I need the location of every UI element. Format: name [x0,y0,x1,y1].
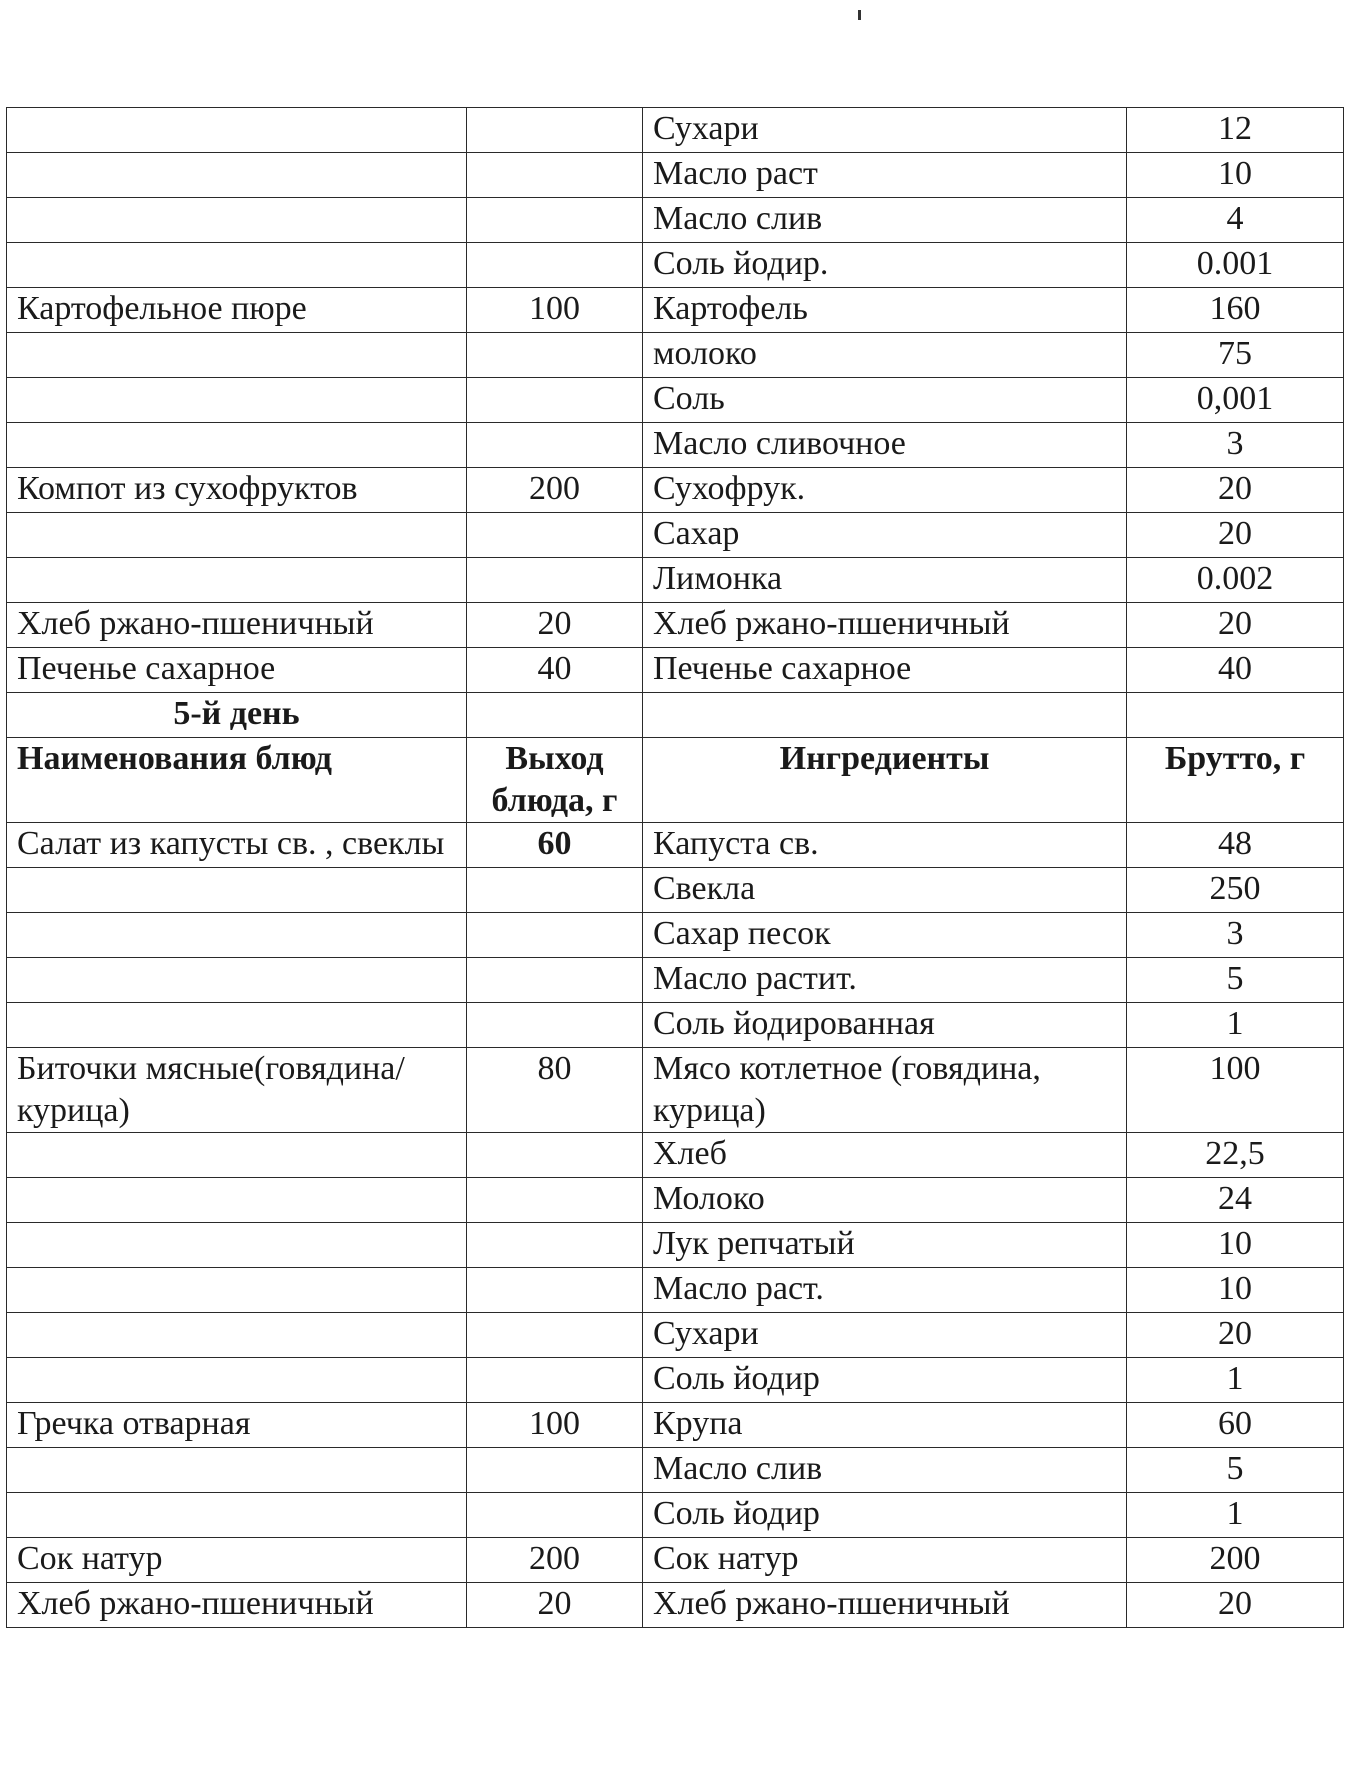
ingredient-cell: Сахар песок [643,913,1127,958]
dish-cell [7,423,467,468]
table-row [7,1448,1344,1493]
table-row [7,198,1344,243]
ingredient-cell: Молоко [643,1178,1127,1223]
dish-cell: Биточки мясные(говядина/курица) [7,1048,467,1133]
dish-cell [7,1268,467,1313]
output-cell [467,198,643,243]
dish-cell [7,198,467,243]
bitochki-section [7,1048,1344,1133]
brutto-cell: 22,5 [1127,1133,1344,1178]
day-title-row [7,693,1344,738]
output-cell [467,1358,643,1403]
dish-cell [7,958,467,1003]
output-cell [467,868,643,913]
output-cell [467,1003,643,1048]
table-row [7,648,1344,693]
brutto-cell: 10 [1127,1268,1344,1313]
output-cell [467,1493,643,1538]
table-row [7,153,1344,198]
day-title: 5-й день [7,693,467,738]
ingredient-cell: Капуста св. [643,823,1127,868]
ingredient-cell: Картофель [643,288,1127,333]
output-cell [467,558,643,603]
table-row [7,913,1344,958]
output-cell [467,153,643,198]
table-row [7,243,1344,288]
ingredient-cell: Лимонка [643,558,1127,603]
ingredient-cell: Масло раст. [643,1268,1127,1313]
day-title-empty-cell [467,693,643,738]
ingredient-cell: Масло растит. [643,958,1127,1003]
dish-cell [7,1358,467,1403]
table-row [7,1403,1344,1448]
brutto-cell: 3 [1127,913,1344,958]
table-row [7,1003,1344,1048]
output-cell [467,1133,643,1178]
header-dish: Наименования блюд [7,738,467,823]
brutto-cell: 1 [1127,1493,1344,1538]
menu-table [6,107,1344,1628]
output-cell: 40 [467,648,643,693]
ingredient-cell: Печенье сахарное [643,648,1127,693]
table-row [7,513,1344,558]
output-cell: 200 [467,1538,643,1583]
table-row [7,468,1344,513]
output-cell [467,378,643,423]
table-row [7,1178,1344,1223]
dish-cell [7,153,467,198]
ingredient-cell: Масло сливочное [643,423,1127,468]
dish-cell: Сок натур [7,1538,467,1583]
table-row [7,378,1344,423]
output-cell [467,913,643,958]
ingredient-cell: Масло слив [643,1448,1127,1493]
table-row [7,288,1344,333]
dish-cell: Гречка отварная [7,1403,467,1448]
table-row [7,1268,1344,1313]
brutto-cell: 20 [1127,1583,1344,1628]
output-cell: 200 [467,468,643,513]
output-cell [467,1268,643,1313]
output-cell [467,333,643,378]
header-output: Выход блюда, г [467,738,643,823]
day-section [7,693,1344,868]
dish-cell [7,868,467,913]
dish-cell: Хлеб ржано-пшеничный [7,1583,467,1628]
ingredient-cell: Соль йодир. [643,243,1127,288]
ingredient-cell: Хлеб [643,1133,1127,1178]
table-row [7,603,1344,648]
ingredient-cell: Сок натур [643,1538,1127,1583]
dish-cell [7,1178,467,1223]
day-title-empty-cell [643,693,1127,738]
ingredient-cell: Сухари [643,1313,1127,1358]
dish-cell [7,1223,467,1268]
ingredient-cell: Соль йодированная [643,1003,1127,1048]
dish-cell: Салат из капусты св. , свеклы [7,823,467,868]
table-row [7,108,1344,153]
brutto-cell: 40 [1127,648,1344,693]
dish-cell [7,333,467,378]
dish-cell: Хлеб ржано-пшеничный [7,603,467,648]
ingredient-cell: Хлеб ржано-пшеничный [643,1583,1127,1628]
ingredient-cell: Крупа [643,1403,1127,1448]
table-row [7,868,1344,913]
output-cell [467,513,643,558]
brutto-cell: 160 [1127,288,1344,333]
output-cell: 80 [467,1048,643,1133]
dish-cell [7,1448,467,1493]
brutto-cell: 1 [1127,1003,1344,1048]
output-cell: 60 [467,823,643,868]
brutto-cell: 250 [1127,868,1344,913]
brutto-cell: 20 [1127,513,1344,558]
table-row [7,1133,1344,1178]
brutto-cell: 4 [1127,198,1344,243]
dish-cell [7,108,467,153]
dish-cell [7,243,467,288]
menu-table-top-section [7,108,1344,693]
output-cell: 100 [467,288,643,333]
table-row [7,1223,1344,1268]
output-cell: 100 [467,1403,643,1448]
ingredient-cell: Соль йодир [643,1358,1127,1403]
brutto-cell: 48 [1127,823,1344,868]
output-cell [467,1223,643,1268]
table-row [7,1493,1344,1538]
dish-cell: Компот из сухофруктов [7,468,467,513]
brutto-cell: 3 [1127,423,1344,468]
brutto-cell: 200 [1127,1538,1344,1583]
ingredient-cell: Соль йодир [643,1493,1127,1538]
ingredient-cell: Сухари [643,108,1127,153]
table-row [7,1583,1344,1628]
ingredient-cell: Лук репчатый [643,1223,1127,1268]
menu-table-bottom-section [7,1133,1344,1628]
brutto-cell: 20 [1127,603,1344,648]
ingredient-cell: Хлеб ржано-пшеничный [643,603,1127,648]
brutto-cell: 24 [1127,1178,1344,1223]
brutto-cell: 1 [1127,1358,1344,1403]
ingredient-cell: Масло раст [643,153,1127,198]
dish-cell: Картофельное пюре [7,288,467,333]
output-cell: 20 [467,603,643,648]
table-row [7,1358,1344,1403]
brutto-cell: 20 [1127,1313,1344,1358]
brutto-cell: 100 [1127,1048,1344,1133]
ingredient-cell: Сухофрук. [643,468,1127,513]
output-cell: 20 [467,1583,643,1628]
table-row [7,558,1344,603]
brutto-cell: 12 [1127,108,1344,153]
scan-speck [858,10,861,20]
brutto-cell: 5 [1127,958,1344,1003]
dish-cell [7,1003,467,1048]
dish-cell [7,513,467,558]
output-cell [467,1448,643,1493]
ingredient-cell: Соль [643,378,1127,423]
dish-cell [7,913,467,958]
brutto-cell: 0,001 [1127,378,1344,423]
ingredient-cell: Мясо котлетное (говядина, курица) [643,1048,1127,1133]
brutto-cell: 75 [1127,333,1344,378]
output-cell [467,1313,643,1358]
table-row [7,1538,1344,1583]
table-row [7,1048,1344,1133]
brutto-cell: 60 [1127,1403,1344,1448]
table-row [7,958,1344,1003]
ingredient-cell: Свекла [643,868,1127,913]
header-row [7,738,1344,823]
header-brutto: Брутто, г [1127,738,1344,823]
dish-cell [7,1313,467,1358]
brutto-cell: 5 [1127,1448,1344,1493]
brutto-cell: 20 [1127,468,1344,513]
table-row [7,1313,1344,1358]
output-cell [467,108,643,153]
day-title-empty-cell [1127,693,1344,738]
table-row [7,333,1344,378]
table-row [7,423,1344,468]
dish-cell [7,558,467,603]
dish-cell [7,378,467,423]
ingredient-cell: Масло слив [643,198,1127,243]
output-cell [467,1178,643,1223]
dish-cell [7,1493,467,1538]
output-cell [467,958,643,1003]
ingredient-cell: молоко [643,333,1127,378]
brutto-cell: 0.002 [1127,558,1344,603]
brutto-cell: 10 [1127,153,1344,198]
menu-table-mid-section [7,868,1344,1048]
brutto-cell: 10 [1127,1223,1344,1268]
brutto-cell: 0.001 [1127,243,1344,288]
table-row [7,823,1344,868]
dish-cell: Печенье сахарное [7,648,467,693]
output-cell [467,243,643,288]
header-ingredient: Ингредиенты [643,738,1127,823]
dish-cell [7,1133,467,1178]
ingredient-cell: Сахар [643,513,1127,558]
output-cell [467,423,643,468]
